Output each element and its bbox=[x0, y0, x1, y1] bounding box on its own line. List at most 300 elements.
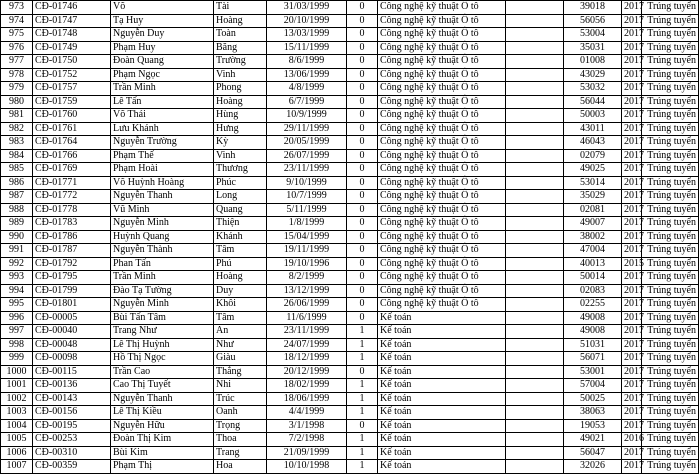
surname-cell: Võ Huỳnh Hoàng bbox=[111, 176, 214, 190]
result-cell: Trúng tuyển bbox=[642, 298, 699, 312]
gender-cell: 1 bbox=[347, 325, 378, 339]
graduation-year-cell: 2017 bbox=[622, 352, 642, 366]
major-cell: Kế toán bbox=[378, 433, 506, 447]
major-cell: Kế toán bbox=[378, 392, 506, 406]
applicant-code-cell: CĐ-00040 bbox=[33, 325, 111, 339]
row-number-cell: 994 bbox=[1, 284, 33, 298]
birth-date-cell: 23/11/1999 bbox=[267, 325, 347, 339]
given-name-cell: Thắng bbox=[214, 365, 267, 379]
school-code-cell: 43029 bbox=[564, 68, 622, 82]
result-cell: Trúng tuyển bbox=[642, 392, 699, 406]
major-cell: Kế toán bbox=[378, 406, 506, 420]
major-cell: Công nghệ kỹ thuật Ô tô bbox=[378, 28, 506, 42]
given-name-cell: Hoàng bbox=[214, 271, 267, 285]
school-code-cell: 32026 bbox=[564, 460, 622, 474]
birth-date-cell: 24/07/1999 bbox=[267, 338, 347, 352]
table-row bbox=[1, 149, 699, 163]
major-cell: Công nghệ kỹ thuật Ô tô bbox=[378, 298, 506, 312]
school-code-cell: 53001 bbox=[564, 365, 622, 379]
empty-cell bbox=[506, 203, 564, 217]
given-name-cell: Thiện bbox=[214, 217, 267, 231]
row-number-cell: 980 bbox=[1, 95, 33, 109]
row-number-cell: 975 bbox=[1, 28, 33, 42]
birth-date-cell: 31/03/1999 bbox=[267, 1, 347, 15]
gender-cell: 1 bbox=[347, 460, 378, 474]
table-row bbox=[1, 284, 699, 298]
empty-cell bbox=[506, 82, 564, 96]
graduation-year-cell: 2017 bbox=[622, 136, 642, 150]
given-name-cell: Vinh bbox=[214, 149, 267, 163]
result-cell: Trúng tuyển bbox=[642, 257, 699, 271]
birth-date-cell: 15/04/1999 bbox=[267, 230, 347, 244]
school-code-cell: 46043 bbox=[564, 136, 622, 150]
school-code-cell: 49021 bbox=[564, 433, 622, 447]
table-row bbox=[1, 41, 699, 55]
gender-cell: 0 bbox=[347, 176, 378, 190]
major-cell: Công nghệ kỹ thuật Ô tô bbox=[378, 1, 506, 15]
applicant-code-cell: CĐ-00048 bbox=[33, 338, 111, 352]
school-code-cell: 51031 bbox=[564, 338, 622, 352]
result-cell: Trúng tuyển bbox=[642, 419, 699, 433]
graduation-year-cell: 2017 bbox=[622, 1, 642, 15]
birth-date-cell: 6/7/1999 bbox=[267, 95, 347, 109]
major-cell: Công nghệ kỹ thuật Ô tô bbox=[378, 149, 506, 163]
applicant-code-cell: CĐ-00098 bbox=[33, 352, 111, 366]
given-name-cell: Tâm bbox=[214, 244, 267, 258]
school-code-cell: 38002 bbox=[564, 230, 622, 244]
surname-cell: Phạm Hoài bbox=[111, 163, 214, 177]
applicant-code-cell: CĐ-01772 bbox=[33, 190, 111, 204]
row-number-cell: 986 bbox=[1, 176, 33, 190]
graduation-year-cell: 2017 bbox=[622, 365, 642, 379]
applicant-code-cell: CĐ-01799 bbox=[33, 284, 111, 298]
applicant-code-cell: CĐ-01795 bbox=[33, 271, 111, 285]
birth-date-cell: 13/12/1999 bbox=[267, 284, 347, 298]
surname-cell: Đoàn Thị Kim bbox=[111, 433, 214, 447]
graduation-year-cell: 2017 bbox=[622, 284, 642, 298]
graduation-year-cell: 2017 bbox=[622, 392, 642, 406]
gender-cell: 0 bbox=[347, 82, 378, 96]
school-code-cell: 43011 bbox=[564, 122, 622, 136]
row-number-cell: 989 bbox=[1, 217, 33, 231]
surname-cell: Lê Thị Huỳnh bbox=[111, 338, 214, 352]
school-code-cell: 35031 bbox=[564, 41, 622, 55]
applicant-code-cell: CĐ-01748 bbox=[33, 28, 111, 42]
graduation-year-cell: 2017 bbox=[622, 311, 642, 325]
given-name-cell: Trúc bbox=[214, 392, 267, 406]
row-number-cell: 1002 bbox=[1, 392, 33, 406]
gender-cell: 0 bbox=[347, 55, 378, 69]
major-cell: Công nghệ kỹ thuật Ô tô bbox=[378, 257, 506, 271]
row-number-cell: 1004 bbox=[1, 419, 33, 433]
surname-cell: Nguyễn Thanh bbox=[111, 190, 214, 204]
empty-cell bbox=[506, 217, 564, 231]
gender-cell: 0 bbox=[347, 271, 378, 285]
major-cell: Công nghệ kỹ thuật Ô tô bbox=[378, 163, 506, 177]
graduation-year-cell: 2017 bbox=[622, 230, 642, 244]
empty-cell bbox=[506, 109, 564, 123]
empty-cell bbox=[506, 284, 564, 298]
school-code-cell: 50003 bbox=[564, 109, 622, 123]
row-number-cell: 985 bbox=[1, 163, 33, 177]
table-row bbox=[1, 271, 699, 285]
applicant-code-cell: CĐ-00156 bbox=[33, 406, 111, 420]
table-row bbox=[1, 352, 699, 366]
row-number-cell: 1007 bbox=[1, 460, 33, 474]
major-cell: Kế toán bbox=[378, 352, 506, 366]
major-cell: Kế toán bbox=[378, 419, 506, 433]
graduation-year-cell: 2017 bbox=[622, 122, 642, 136]
graduation-year-cell: 2017 bbox=[622, 190, 642, 204]
table-row bbox=[1, 433, 699, 447]
empty-cell bbox=[506, 41, 564, 55]
table-row bbox=[1, 176, 699, 190]
school-code-cell: 02083 bbox=[564, 284, 622, 298]
school-code-cell: 49008 bbox=[564, 311, 622, 325]
surname-cell: Cao Thị Tuyết bbox=[111, 379, 214, 393]
applicant-code-cell: CĐ-01769 bbox=[33, 163, 111, 177]
empty-cell bbox=[506, 271, 564, 285]
table-row bbox=[1, 392, 699, 406]
given-name-cell: Khánh bbox=[214, 230, 267, 244]
result-cell: Trúng tuyển bbox=[642, 82, 699, 96]
given-name-cell: Hưng bbox=[214, 122, 267, 136]
applicant-code-cell: CĐ-01783 bbox=[33, 217, 111, 231]
school-code-cell: 49007 bbox=[564, 217, 622, 231]
applicant-code-cell: CĐ-01792 bbox=[33, 257, 111, 271]
row-number-cell: 1003 bbox=[1, 406, 33, 420]
applicant-code-cell: CĐ-00136 bbox=[33, 379, 111, 393]
graduation-year-cell: 2017 bbox=[622, 271, 642, 285]
birth-date-cell: 15/11/1999 bbox=[267, 41, 347, 55]
empty-cell bbox=[506, 433, 564, 447]
row-number-cell: 999 bbox=[1, 352, 33, 366]
result-cell: Trúng tuyển bbox=[642, 284, 699, 298]
gender-cell: 0 bbox=[347, 68, 378, 82]
table-row bbox=[1, 257, 699, 271]
birth-date-cell: 10/10/1998 bbox=[267, 460, 347, 474]
gender-cell: 0 bbox=[347, 298, 378, 312]
surname-cell: Huỳnh Quang bbox=[111, 230, 214, 244]
graduation-year-cell: 2017 bbox=[622, 338, 642, 352]
graduation-year-cell: 2017 bbox=[622, 419, 642, 433]
major-cell: Công nghệ kỹ thuật Ô tô bbox=[378, 68, 506, 82]
surname-cell: Đào Tạ Tường bbox=[111, 284, 214, 298]
empty-cell bbox=[506, 352, 564, 366]
applicant-code-cell: CĐ-01771 bbox=[33, 176, 111, 190]
gender-cell: 1 bbox=[347, 433, 378, 447]
surname-cell: Trần Cao bbox=[111, 365, 214, 379]
gender-cell: 0 bbox=[347, 419, 378, 433]
row-number-cell: 997 bbox=[1, 325, 33, 339]
given-name-cell: Trọng bbox=[214, 419, 267, 433]
applicant-code-cell: CĐ-01746 bbox=[33, 1, 111, 15]
surname-cell: Đoàn Quang bbox=[111, 55, 214, 69]
given-name-cell: Như bbox=[214, 338, 267, 352]
major-cell: Công nghệ kỹ thuật Ô tô bbox=[378, 14, 506, 28]
applicant-code-cell: CĐ-01801 bbox=[33, 298, 111, 312]
table-row bbox=[1, 230, 699, 244]
surname-cell: Nguyễn Hữu bbox=[111, 419, 214, 433]
major-cell: Công nghệ kỹ thuật Ô tô bbox=[378, 136, 506, 150]
empty-cell bbox=[506, 1, 564, 15]
result-cell: Trúng tuyển bbox=[642, 68, 699, 82]
graduation-year-cell: 2017 bbox=[622, 298, 642, 312]
school-code-cell: 02079 bbox=[564, 149, 622, 163]
result-cell: Trúng tuyển bbox=[642, 244, 699, 258]
major-cell: Kế toán bbox=[378, 325, 506, 339]
gender-cell: 1 bbox=[347, 352, 378, 366]
row-number-cell: 1005 bbox=[1, 433, 33, 447]
major-cell: Kế toán bbox=[378, 311, 506, 325]
major-cell: Công nghệ kỹ thuật Ô tô bbox=[378, 244, 506, 258]
empty-cell bbox=[506, 190, 564, 204]
birth-date-cell: 20/12/1999 bbox=[267, 365, 347, 379]
gender-cell: 1 bbox=[347, 406, 378, 420]
given-name-cell: Vinh bbox=[214, 68, 267, 82]
given-name-cell: An bbox=[214, 325, 267, 339]
given-name-cell: Tài bbox=[214, 1, 267, 15]
gender-cell: 0 bbox=[347, 109, 378, 123]
table-row bbox=[1, 14, 699, 28]
birth-date-cell: 5/11/1999 bbox=[267, 203, 347, 217]
birth-date-cell: 8/2/1999 bbox=[267, 271, 347, 285]
surname-cell: Phan Tấn bbox=[111, 257, 214, 271]
surname-cell: Vũ Minh bbox=[111, 203, 214, 217]
given-name-cell: Nhi bbox=[214, 379, 267, 393]
school-code-cell: 53004 bbox=[564, 28, 622, 42]
row-number-cell: 976 bbox=[1, 41, 33, 55]
result-cell: Trúng tuyển bbox=[642, 230, 699, 244]
gender-cell: 1 bbox=[347, 446, 378, 460]
given-name-cell: Thương bbox=[214, 163, 267, 177]
gender-cell: 0 bbox=[347, 203, 378, 217]
school-code-cell: 38063 bbox=[564, 406, 622, 420]
surname-cell: Nguyễn Minh bbox=[111, 217, 214, 231]
major-cell: Công nghệ kỹ thuật Ô tô bbox=[378, 122, 506, 136]
row-number-cell: 984 bbox=[1, 149, 33, 163]
surname-cell: Nguyễn Trường bbox=[111, 136, 214, 150]
applicant-code-cell: CĐ-00253 bbox=[33, 433, 111, 447]
surname-cell: Võ bbox=[111, 1, 214, 15]
surname-cell: Nguyễn Thanh bbox=[111, 392, 214, 406]
school-code-cell: 50014 bbox=[564, 271, 622, 285]
table-row bbox=[1, 446, 699, 460]
result-cell: Trúng tuyển bbox=[642, 460, 699, 474]
graduation-year-cell: 2017 bbox=[622, 149, 642, 163]
table-body bbox=[1, 1, 699, 474]
school-code-cell: 50025 bbox=[564, 392, 622, 406]
empty-cell bbox=[506, 446, 564, 460]
result-cell: Trúng tuyển bbox=[642, 109, 699, 123]
result-cell: Trúng tuyển bbox=[642, 311, 699, 325]
graduation-year-cell: 2017 bbox=[622, 95, 642, 109]
school-code-cell: 40013 bbox=[564, 257, 622, 271]
birth-date-cell: 13/03/1999 bbox=[267, 28, 347, 42]
result-cell: Trúng tuyển bbox=[642, 1, 699, 15]
applicant-code-cell: CĐ-01752 bbox=[33, 68, 111, 82]
major-cell: Kế toán bbox=[378, 446, 506, 460]
given-name-cell: Trang bbox=[214, 446, 267, 460]
major-cell: Kế toán bbox=[378, 365, 506, 379]
result-cell: Trúng tuyển bbox=[642, 163, 699, 177]
gender-cell: 0 bbox=[347, 257, 378, 271]
given-name-cell: Long bbox=[214, 190, 267, 204]
applicant-code-cell: CĐ-01759 bbox=[33, 95, 111, 109]
result-cell: Trúng tuyển bbox=[642, 95, 699, 109]
birth-date-cell: 19/10/1996 bbox=[267, 257, 347, 271]
birth-date-cell: 4/4/1999 bbox=[267, 406, 347, 420]
gender-cell: 0 bbox=[347, 217, 378, 231]
surname-cell: Tạ Huy bbox=[111, 14, 214, 28]
empty-cell bbox=[506, 298, 564, 312]
row-number-cell: 991 bbox=[1, 244, 33, 258]
birth-date-cell: 8/6/1999 bbox=[267, 55, 347, 69]
empty-cell bbox=[506, 338, 564, 352]
table-row bbox=[1, 460, 699, 474]
given-name-cell: Băng bbox=[214, 41, 267, 55]
major-cell: Công nghệ kỹ thuật Ô tô bbox=[378, 284, 506, 298]
given-name-cell: Hoàng bbox=[214, 95, 267, 109]
surname-cell: Trần Minh bbox=[111, 271, 214, 285]
table-row bbox=[1, 1, 699, 15]
surname-cell: Lê Tấn bbox=[111, 95, 214, 109]
birth-date-cell: 21/09/1999 bbox=[267, 446, 347, 460]
surname-cell: Võ Thái bbox=[111, 109, 214, 123]
result-cell: Trúng tuyển bbox=[642, 271, 699, 285]
result-cell: Trúng tuyển bbox=[642, 203, 699, 217]
school-code-cell: 02255 bbox=[564, 298, 622, 312]
birth-date-cell: 20/05/1999 bbox=[267, 136, 347, 150]
birth-date-cell: 18/12/1999 bbox=[267, 352, 347, 366]
table-row bbox=[1, 406, 699, 420]
empty-cell bbox=[506, 406, 564, 420]
applicant-code-cell: CĐ-00143 bbox=[33, 392, 111, 406]
gender-cell: 0 bbox=[347, 365, 378, 379]
given-name-cell: Phú bbox=[214, 257, 267, 271]
graduation-year-cell: 2017 bbox=[622, 109, 642, 123]
table-row bbox=[1, 419, 699, 433]
surname-cell: Nguyễn Minh bbox=[111, 298, 214, 312]
empty-cell bbox=[506, 244, 564, 258]
birth-date-cell: 18/06/1999 bbox=[267, 392, 347, 406]
applicant-code-cell: CĐ-01787 bbox=[33, 244, 111, 258]
applicant-code-cell: CĐ-00310 bbox=[33, 446, 111, 460]
birth-date-cell: 26/06/1999 bbox=[267, 298, 347, 312]
surname-cell: Trang Như bbox=[111, 325, 214, 339]
major-cell: Công nghệ kỹ thuật Ô tô bbox=[378, 271, 506, 285]
birth-date-cell: 26/07/1999 bbox=[267, 149, 347, 163]
birth-date-cell: 10/7/1999 bbox=[267, 190, 347, 204]
gender-cell: 0 bbox=[347, 95, 378, 109]
result-cell: Trúng tuyển bbox=[642, 28, 699, 42]
birth-date-cell: 1/8/1999 bbox=[267, 217, 347, 231]
applicant-code-cell: CĐ-00115 bbox=[33, 365, 111, 379]
table-row bbox=[1, 298, 699, 312]
school-code-cell: 56044 bbox=[564, 95, 622, 109]
empty-cell bbox=[506, 55, 564, 69]
result-cell: Trúng tuyển bbox=[642, 122, 699, 136]
empty-cell bbox=[506, 14, 564, 28]
graduation-year-cell: 2017 bbox=[622, 176, 642, 190]
given-name-cell: Phong bbox=[214, 82, 267, 96]
surname-cell: Phạm Thế bbox=[111, 149, 214, 163]
major-cell: Kế toán bbox=[378, 379, 506, 393]
gender-cell: 1 bbox=[347, 338, 378, 352]
result-cell: Trúng tuyển bbox=[642, 136, 699, 150]
school-code-cell: 56047 bbox=[564, 446, 622, 460]
given-name-cell: Thoa bbox=[214, 433, 267, 447]
gender-cell: 0 bbox=[347, 122, 378, 136]
row-number-cell: 987 bbox=[1, 190, 33, 204]
result-cell: Trúng tuyển bbox=[642, 55, 699, 69]
row-number-cell: 993 bbox=[1, 271, 33, 285]
given-name-cell: Phúc bbox=[214, 176, 267, 190]
result-cell: Trúng tuyển bbox=[642, 379, 699, 393]
gender-cell: 0 bbox=[347, 149, 378, 163]
graduation-year-cell: 2017 bbox=[622, 55, 642, 69]
gender-cell: 0 bbox=[347, 136, 378, 150]
table-row bbox=[1, 136, 699, 150]
empty-cell bbox=[506, 325, 564, 339]
gender-cell: 0 bbox=[347, 41, 378, 55]
gender-cell: 0 bbox=[347, 28, 378, 42]
row-number-cell: 974 bbox=[1, 14, 33, 28]
row-number-cell: 1001 bbox=[1, 379, 33, 393]
birth-date-cell: 7/2/1998 bbox=[267, 433, 347, 447]
major-cell: Công nghệ kỹ thuật Ô tô bbox=[378, 41, 506, 55]
birth-date-cell: 19/11/1999 bbox=[267, 244, 347, 258]
school-code-cell: 01008 bbox=[564, 55, 622, 69]
applicant-code-cell: CĐ-01757 bbox=[33, 82, 111, 96]
empty-cell bbox=[506, 122, 564, 136]
empty-cell bbox=[506, 176, 564, 190]
graduation-year-cell: 2017 bbox=[622, 68, 642, 82]
applicant-code-cell: CĐ-01786 bbox=[33, 230, 111, 244]
gender-cell: 0 bbox=[347, 190, 378, 204]
result-cell: Trúng tuyển bbox=[642, 406, 699, 420]
table-row bbox=[1, 190, 699, 204]
major-cell: Công nghệ kỹ thuật Ô tô bbox=[378, 95, 506, 109]
empty-cell bbox=[506, 311, 564, 325]
applicant-code-cell: CĐ-01761 bbox=[33, 122, 111, 136]
gender-cell: 0 bbox=[347, 284, 378, 298]
result-cell: Trúng tuyển bbox=[642, 338, 699, 352]
row-number-cell: 979 bbox=[1, 82, 33, 96]
empty-cell bbox=[506, 257, 564, 271]
table-row bbox=[1, 28, 699, 42]
gender-cell: 1 bbox=[347, 379, 378, 393]
result-cell: Trúng tuyển bbox=[642, 352, 699, 366]
result-cell: Trúng tuyển bbox=[642, 149, 699, 163]
empty-cell bbox=[506, 460, 564, 474]
table-row bbox=[1, 203, 699, 217]
graduation-year-cell: 2017 bbox=[622, 379, 642, 393]
graduation-year-cell: 2017 bbox=[622, 406, 642, 420]
table-row bbox=[1, 68, 699, 82]
given-name-cell: Oanh bbox=[214, 406, 267, 420]
table-row bbox=[1, 244, 699, 258]
applicant-code-cell: CĐ-00359 bbox=[33, 460, 111, 474]
graduation-year-cell: 2017 bbox=[622, 325, 642, 339]
applicant-code-cell: CĐ-01747 bbox=[33, 14, 111, 28]
table-row bbox=[1, 338, 699, 352]
table-row bbox=[1, 163, 699, 177]
result-cell: Trúng tuyển bbox=[642, 14, 699, 28]
major-cell: Công nghệ kỹ thuật Ô tô bbox=[378, 55, 506, 69]
table-row bbox=[1, 122, 699, 136]
graduation-year-cell: 2017 bbox=[622, 41, 642, 55]
